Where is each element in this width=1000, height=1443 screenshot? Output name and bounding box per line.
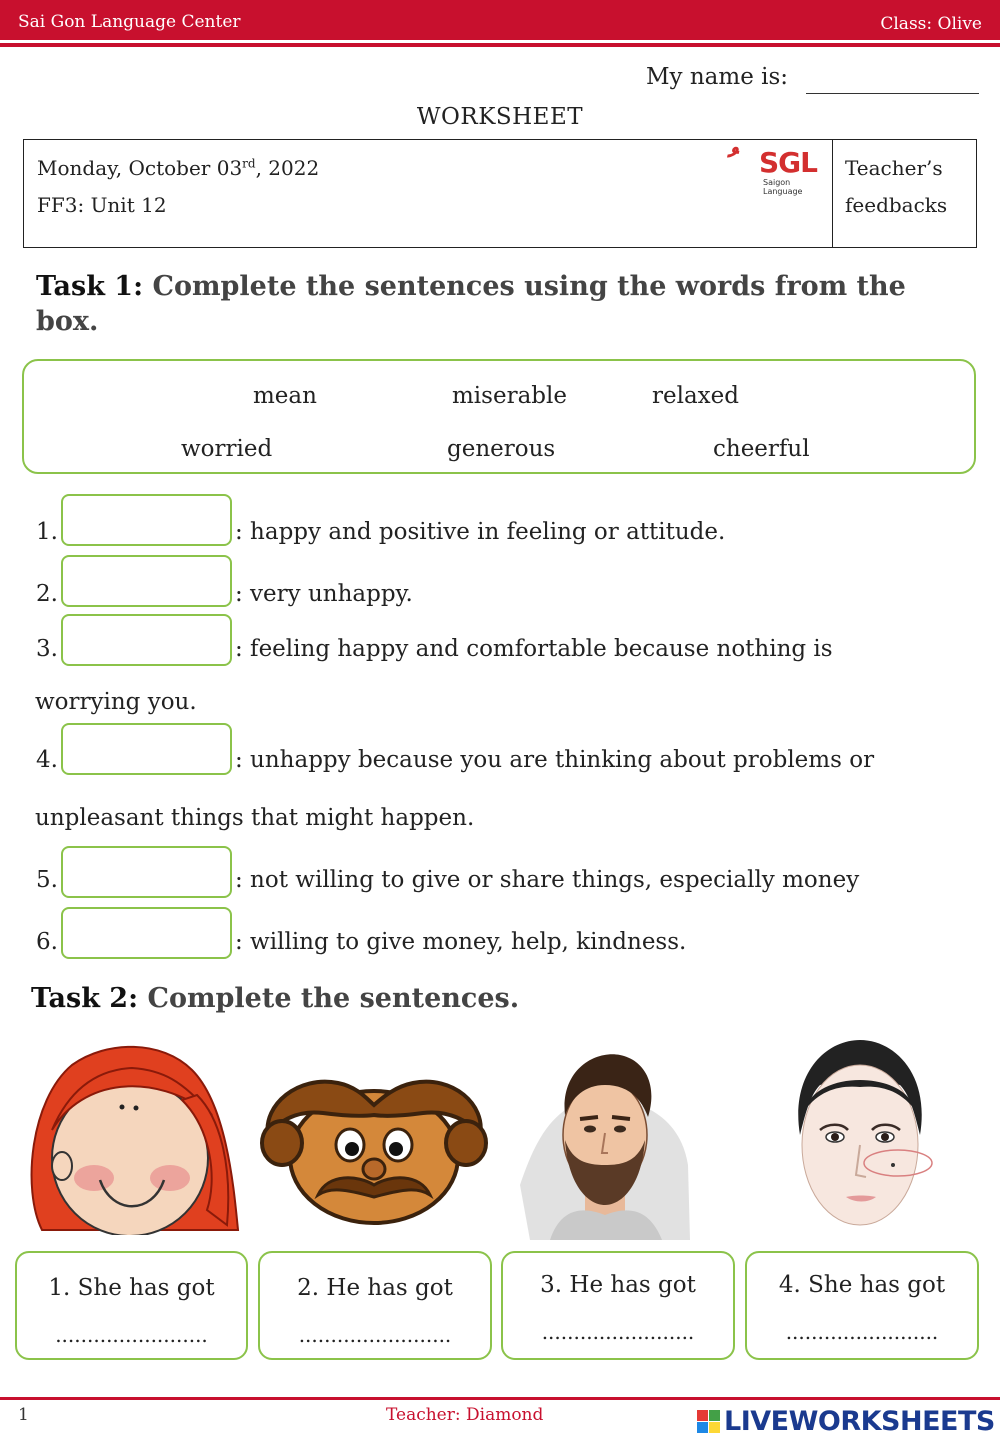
item-definition-continued: worrying you.: [35, 689, 197, 715]
caption-text: 1. She has got: [48, 1275, 215, 1301]
word-option[interactable]: relaxed: [652, 383, 739, 409]
answer-box-6[interactable]: [61, 907, 232, 959]
word-option[interactable]: mean: [253, 383, 317, 409]
item-number: 6.: [36, 929, 58, 955]
caption-box-3[interactable]: [501, 1251, 735, 1360]
sgl-logo: SGL Saigon Language: [759, 146, 817, 196]
item-definition-continued: unpleasant things that might happen.: [35, 805, 475, 831]
item-definition: : feeling happy and comfortable because nothing is: [235, 636, 833, 662]
caption-blank[interactable]: ........................: [55, 1323, 208, 1347]
center-name: Sai Gon Language Center: [18, 12, 241, 32]
caption-box-4[interactable]: [745, 1251, 979, 1360]
worksheet-title: WORKSHEET: [416, 104, 584, 130]
item-definition: : willing to give money, help, kindness.: [235, 929, 687, 955]
item-number: 2.: [36, 581, 58, 607]
class-label: Class: Olive: [880, 14, 982, 34]
word-option[interactable]: cheerful: [713, 436, 810, 462]
liveworksheets-icon: [697, 1410, 721, 1434]
woman-face-illustration: [780, 1035, 940, 1235]
caption-blank[interactable]: ........................: [298, 1323, 452, 1347]
answer-box-5[interactable]: [61, 846, 232, 898]
header-bar: [0, 0, 1000, 40]
bearded-man-illustration: [520, 1045, 692, 1240]
caption-box-1[interactable]: [15, 1251, 248, 1360]
item-number: 5.: [36, 867, 58, 893]
answer-box-3[interactable]: [61, 614, 232, 666]
header-divider: [0, 43, 1000, 47]
word-option[interactable]: miserable: [452, 383, 567, 409]
info-box: [23, 139, 833, 248]
teacher-name: Teacher: Diamond: [386, 1405, 544, 1425]
moustache-man-illustration: [258, 1065, 490, 1225]
item-number: 3.: [36, 636, 58, 662]
caption-blank[interactable]: ........................: [541, 1320, 695, 1344]
caption-text: 4. She has got: [778, 1272, 946, 1298]
answer-box-2[interactable]: [61, 555, 232, 607]
item-number: 4.: [36, 747, 58, 773]
item-definition: : very unhappy.: [235, 581, 413, 607]
item-definition: : not willing to give or share things, especially money: [235, 867, 860, 893]
word-option[interactable]: worried: [181, 436, 273, 462]
item-definition: : happy and positive in feeling or attitude.: [235, 519, 726, 545]
footer-divider: [0, 1397, 1000, 1400]
answer-box-4[interactable]: [61, 723, 232, 775]
page-number: 1: [18, 1405, 29, 1425]
item-number: 1.: [36, 519, 58, 545]
caption-text: 3. He has got: [540, 1272, 696, 1298]
task1-heading: Task 1: Complete the sentences using the words from the box.: [36, 271, 906, 337]
caption-box-2[interactable]: [258, 1251, 492, 1360]
teacher-feedback-box: Teacher’s feedbacks: [832, 139, 977, 248]
lesson-date: Monday, October 03rd, 2022: [37, 156, 320, 180]
lesson-unit: FF3: Unit 12: [37, 193, 167, 217]
caption-blank[interactable]: ........................: [785, 1320, 939, 1344]
caption-text: 2. He has got: [297, 1275, 453, 1301]
task2-heading: Task 2: Complete the sentences.: [31, 983, 520, 1014]
red-haired-girl-illustration: [12, 1040, 244, 1235]
word-option[interactable]: generous: [447, 436, 556, 462]
answer-box-1[interactable]: [61, 494, 232, 546]
name-prompt: My name is:: [646, 64, 789, 90]
name-blank-line[interactable]: [806, 93, 979, 94]
item-definition: : unhappy because you are thinking about problems or: [235, 747, 875, 773]
